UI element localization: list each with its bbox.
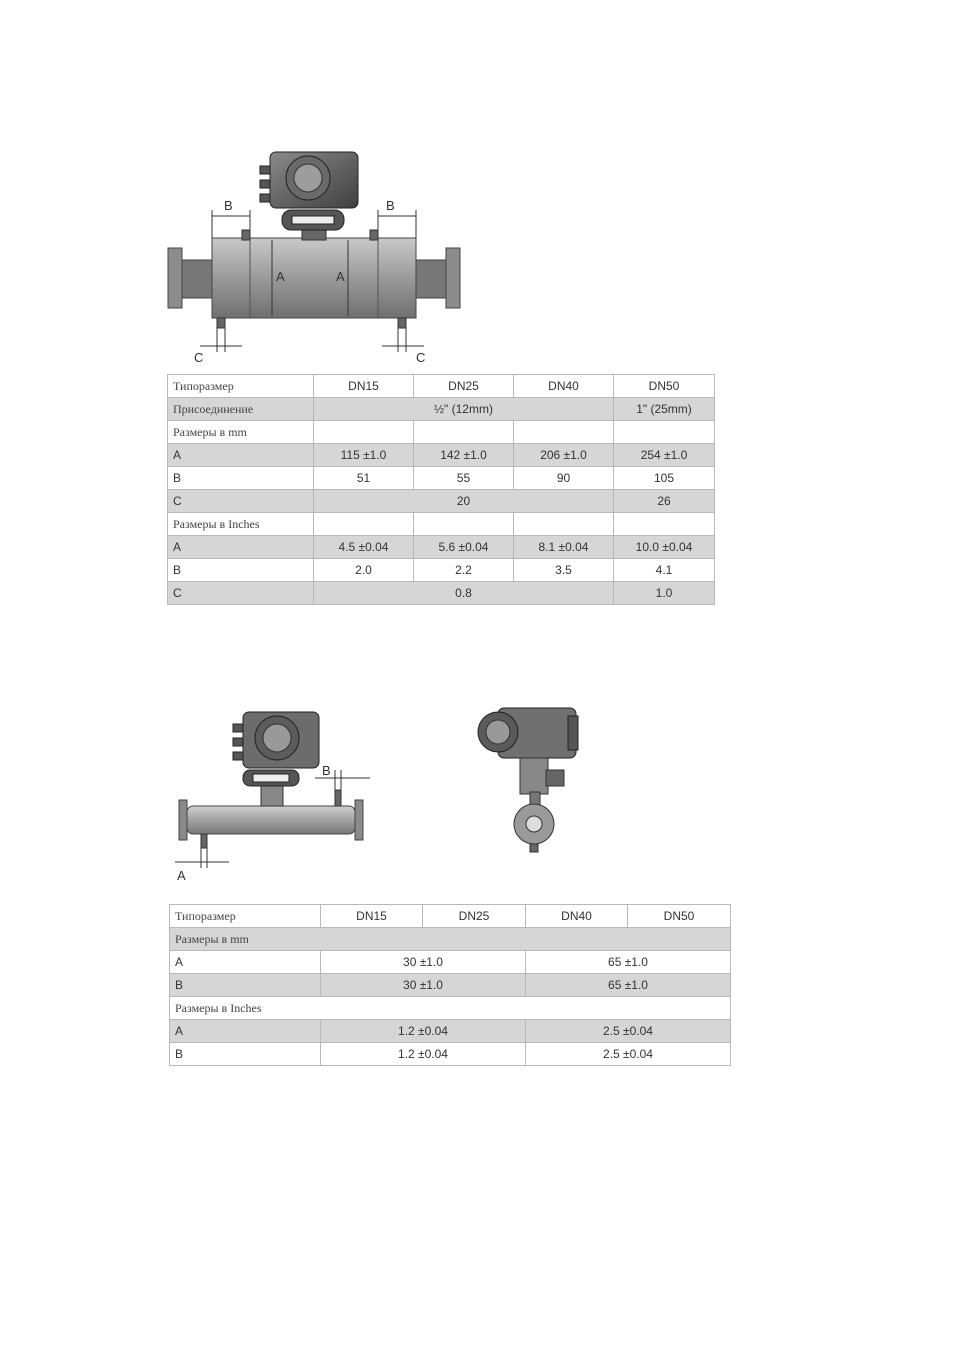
cell: 51: [314, 467, 414, 490]
table-row: [170, 951, 731, 974]
row-label: B: [170, 1043, 321, 1066]
table-row: [170, 1043, 731, 1066]
cell: 2.0: [314, 559, 414, 582]
col-dn40: DN40: [514, 375, 614, 398]
table-row: [168, 582, 715, 605]
dim-label-c-left: C: [194, 350, 204, 365]
table-row: [168, 536, 715, 559]
cell: 5.6 ±0.04: [414, 536, 514, 559]
dimensions-table-2: [169, 904, 731, 1066]
section-inches: Размеры в Inches: [170, 997, 731, 1020]
table-row: [168, 490, 715, 513]
row-label: B: [168, 559, 314, 582]
section-row: [170, 997, 731, 1020]
table-row: [168, 559, 715, 582]
col-dn50: DN50: [614, 375, 715, 398]
cell: 65 ±1.0: [526, 951, 731, 974]
table-row: [168, 467, 715, 490]
cell: 3.5: [514, 559, 614, 582]
col-dn25: DN25: [423, 905, 526, 928]
cell: 1.2 ±0.04: [321, 1043, 526, 1066]
dim-label-a: A: [177, 868, 186, 883]
col-dn15: DN15: [321, 905, 423, 928]
row-label: A: [168, 444, 314, 467]
cell: 0.8: [314, 582, 614, 605]
dim-label-a-left: A: [276, 269, 285, 284]
dimensions-table-1: [167, 374, 715, 605]
col-dn15: DN15: [314, 375, 414, 398]
table-row: [170, 905, 731, 928]
cell: 10.0 ±0.04: [614, 536, 715, 559]
section-row: [168, 513, 715, 536]
cell: 26: [614, 490, 715, 513]
row-label: A: [168, 536, 314, 559]
cell: 115 ±1.0: [314, 444, 414, 467]
header-label: Типоразмер: [168, 375, 314, 398]
cell: 254 ±1.0: [614, 444, 715, 467]
cell: 30 ±1.0: [321, 951, 526, 974]
section-row: [168, 421, 715, 444]
table-row: [170, 1020, 731, 1043]
cell: 4.5 ±0.04: [314, 536, 414, 559]
cell: 2.5 ±0.04: [526, 1043, 731, 1066]
cell: 1.2 ±0.04: [321, 1020, 526, 1043]
cell: 4.1: [614, 559, 715, 582]
row-label: C: [168, 490, 314, 513]
cell: 65 ±1.0: [526, 974, 731, 997]
connection-small: ½" (12mm): [314, 398, 614, 421]
cell: 142 ±1.0: [414, 444, 514, 467]
dim-label-b: B: [322, 763, 331, 778]
table-row: [168, 398, 715, 421]
row-label: B: [168, 467, 314, 490]
col-dn40: DN40: [526, 905, 628, 928]
table-row: [168, 375, 715, 398]
cell: 8.1 ±0.04: [514, 536, 614, 559]
connection-label: Присоединение: [168, 398, 314, 421]
flowmeter-front-view: [470, 700, 610, 860]
section-mm: Размеры в mm: [168, 421, 314, 444]
row-label: C: [168, 582, 314, 605]
cell: 1.0: [614, 582, 715, 605]
cell: 2.5 ±0.04: [526, 1020, 731, 1043]
col-dn50: DN50: [628, 905, 731, 928]
table-row: [170, 974, 731, 997]
dim-label-a-right: A: [336, 269, 345, 284]
section-mm: Размеры в mm: [170, 928, 731, 951]
connection-large: 1" (25mm): [614, 398, 715, 421]
row-label: A: [170, 1020, 321, 1043]
cell: 206 ±1.0: [514, 444, 614, 467]
table-row: [168, 444, 715, 467]
cell: 90: [514, 467, 614, 490]
cell: 2.2: [414, 559, 514, 582]
cell: 55: [414, 467, 514, 490]
cell: 20: [314, 490, 614, 513]
cell: 105: [614, 467, 715, 490]
dim-label-b-left: B: [224, 198, 233, 213]
section-row: [170, 928, 731, 951]
row-label: A: [170, 951, 321, 974]
flowmeter-drawing-1: [160, 140, 720, 370]
col-dn25: DN25: [414, 375, 514, 398]
section-inches: Размеры в Inches: [168, 513, 314, 536]
cell: 30 ±1.0: [321, 974, 526, 997]
header-label: Типоразмер: [170, 905, 321, 928]
dim-label-b-right: B: [386, 198, 395, 213]
dim-label-c-right: C: [416, 350, 426, 365]
row-label: B: [170, 974, 321, 997]
flowmeter-drawing-2: [165, 700, 385, 890]
